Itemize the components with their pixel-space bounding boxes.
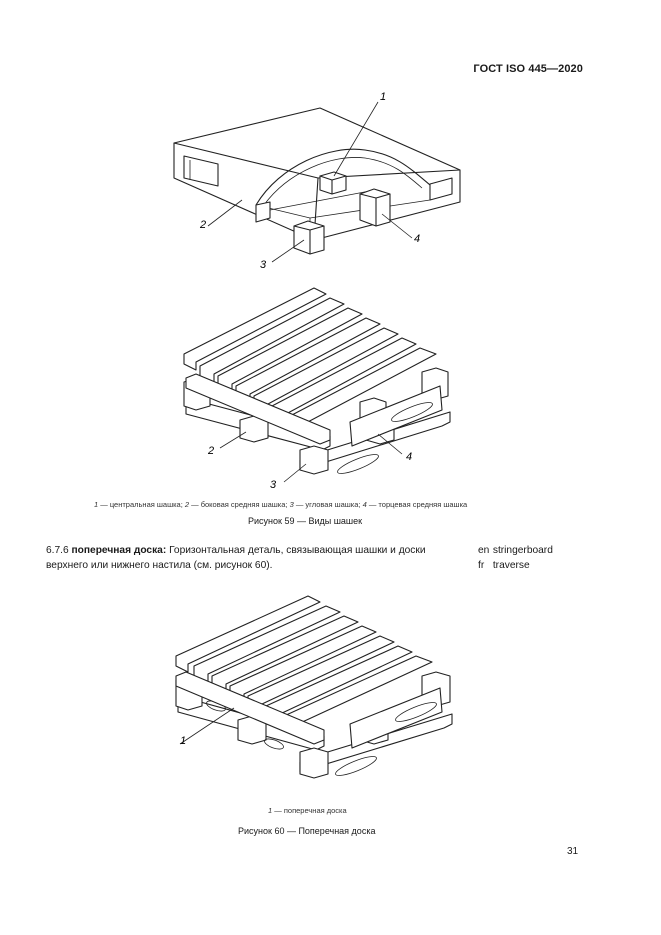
legend-number: 4: [362, 500, 367, 509]
figure-59-legend: [94, 500, 467, 509]
equivalent-fr: [478, 558, 553, 573]
equivalent-en: [478, 543, 553, 558]
legend-number: 1: [268, 806, 273, 815]
equivalent-lang: fr: [478, 560, 485, 571]
label-4: 4: [414, 233, 421, 245]
figure-60-pallet-drawing: [170, 594, 470, 794]
page-number: 31: [567, 846, 579, 857]
term-definition-text: Горизонтальная деталь, связывающая шашки и доски верхнего или нижнего настила (см. рисунок 60).: [46, 545, 426, 571]
label-3-pallet: 3: [270, 479, 277, 491]
figure-59-caption: Рисунок 59 — Виды шашек: [248, 516, 363, 526]
label-2-pallet: 2: [208, 445, 215, 457]
label-1-stringerboard: 1: [180, 735, 187, 747]
legend-number: 3: [289, 500, 294, 509]
label-1: 1: [380, 91, 387, 103]
equivalent-text: stringerboard: [492, 545, 553, 556]
legend-text: — центральная шашка;: [98, 500, 185, 509]
term-definition: [46, 543, 466, 573]
figure-60-caption: Рисунок 60 — Поперечная доска: [238, 826, 376, 836]
figure-60-legend: [268, 806, 347, 815]
figure-59-block-types-drawing: [160, 90, 480, 275]
equivalent-lang: en: [478, 545, 490, 556]
equivalent-text: traverse: [492, 560, 530, 571]
term-number: 6.7.6: [46, 545, 69, 556]
legend-number: 2: [184, 500, 190, 509]
label-3: 3: [260, 259, 267, 271]
legend-text: — угловая шашка;: [293, 500, 363, 509]
legend-text: — поперечная доска: [272, 806, 347, 815]
legend-number: 1: [94, 500, 99, 509]
legend-text: — торцевая средняя шашка: [366, 500, 468, 509]
document-header-standard: ГОСТ ISO 445—2020: [473, 63, 583, 75]
term-name: поперечная доска:: [71, 545, 167, 556]
legend-text: — боковая средняя шашка;: [189, 500, 290, 509]
label-2: 2: [200, 219, 207, 231]
term-equivalents: [478, 543, 553, 573]
figure-59-pallet-drawing: [180, 282, 460, 492]
label-4-pallet: 4: [406, 451, 413, 463]
